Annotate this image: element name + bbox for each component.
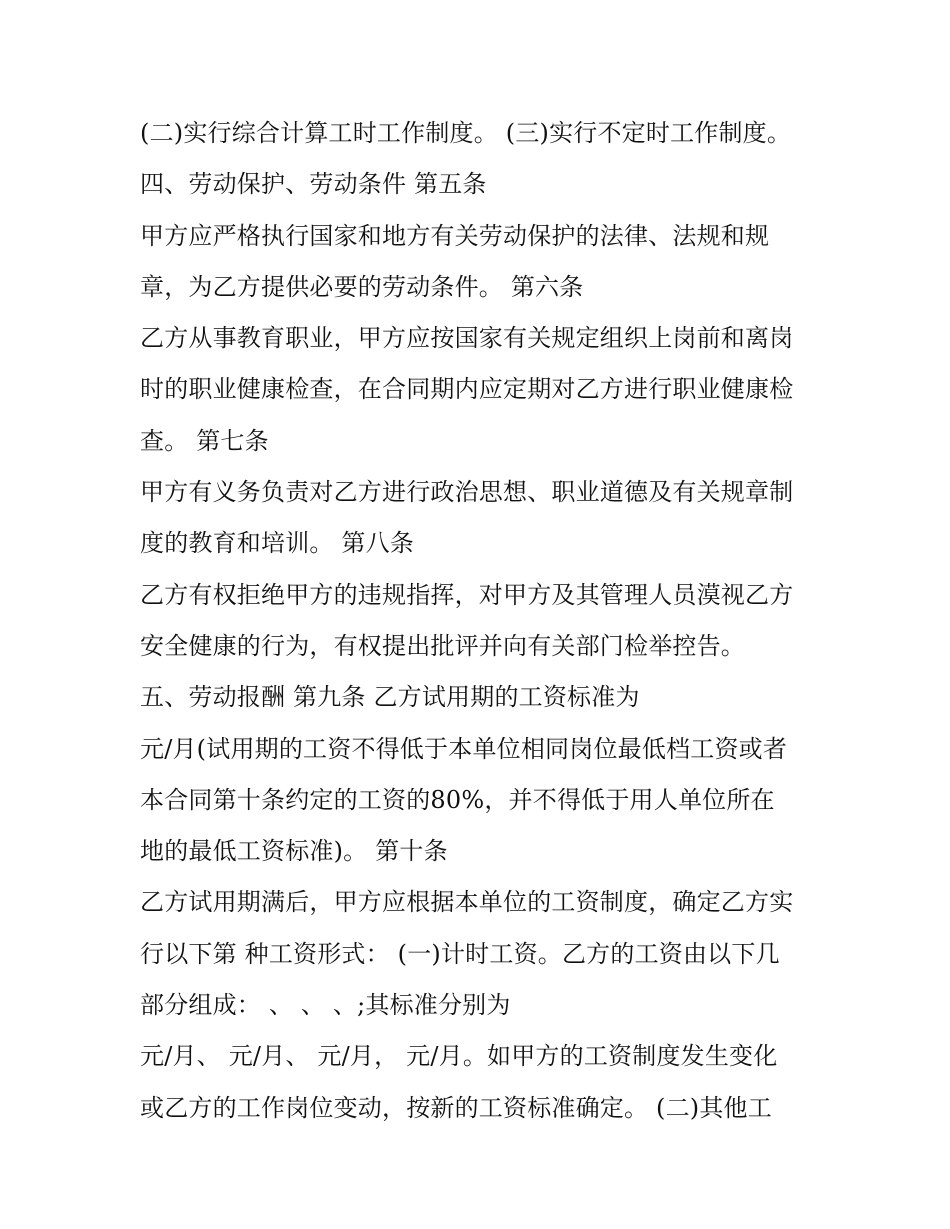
- section-heading-labor-protection: 四、劳动保护、劳动条件 第五条: [140, 170, 487, 199]
- text-line: 地的最低工资标准)。 第十条: [140, 837, 448, 866]
- text-line: 章，为乙方提供必要的劳动条件。 第六条: [140, 272, 584, 301]
- text-line: 乙方试用期满后，甲方应根据本单位的工资制度，确定乙方实: [140, 888, 794, 917]
- text-line: 元/月(试用期的工资不得低于本单位相同岗位最低档工资或者: [140, 734, 788, 763]
- text-line: 度的教育和培训。 第八条: [140, 529, 415, 558]
- contract-text-body: [140, 108, 840, 1134]
- text-line: 安全健康的行为，有权提出批评并向有关部门检举控告。: [140, 631, 745, 660]
- text-line: (二)实行综合计算工时工作制度。 (三)实行不定时工作制度。: [140, 119, 792, 147]
- text-line: 或乙方的工作岗位变动，按新的工资标准确定。 (二)其他工: [140, 1093, 772, 1122]
- text-line: 甲方应严格执行国家和地方有关劳动保护的法律、法规和规: [140, 221, 770, 250]
- text-line: 本合同第十条约定的工资的80%，并不得低于用人单位所在: [140, 785, 775, 814]
- text-line: 乙方从事教育职业，甲方应按国家有关规定组织上岗前和离岗: [140, 324, 794, 353]
- text-line: 元/月、 元/月、 元/月， 元/月。如甲方的工资制度发生变化: [140, 1042, 778, 1071]
- text-line: 时的职业健康检查，在合同期内应定期对乙方进行职业健康检: [140, 375, 794, 404]
- text-line: 行以下第 种工资形式： (一)计时工资。乙方的工资由以下几: [140, 939, 780, 968]
- text-line: 乙方有权拒绝甲方的违规指挥，对甲方及其管理人员漠视乙方: [140, 580, 794, 609]
- text-line: 查。 第七条: [140, 426, 269, 455]
- section-heading-labor-remuneration: 五、劳动报酬 第九条 乙方试用期的工资标准为: [140, 683, 640, 712]
- text-line: 甲方有义务负责对乙方进行政治思想、职业道德及有关规章制: [140, 478, 794, 507]
- text-line: 部分组成： 、 、 、;其标准分别为: [140, 991, 511, 1020]
